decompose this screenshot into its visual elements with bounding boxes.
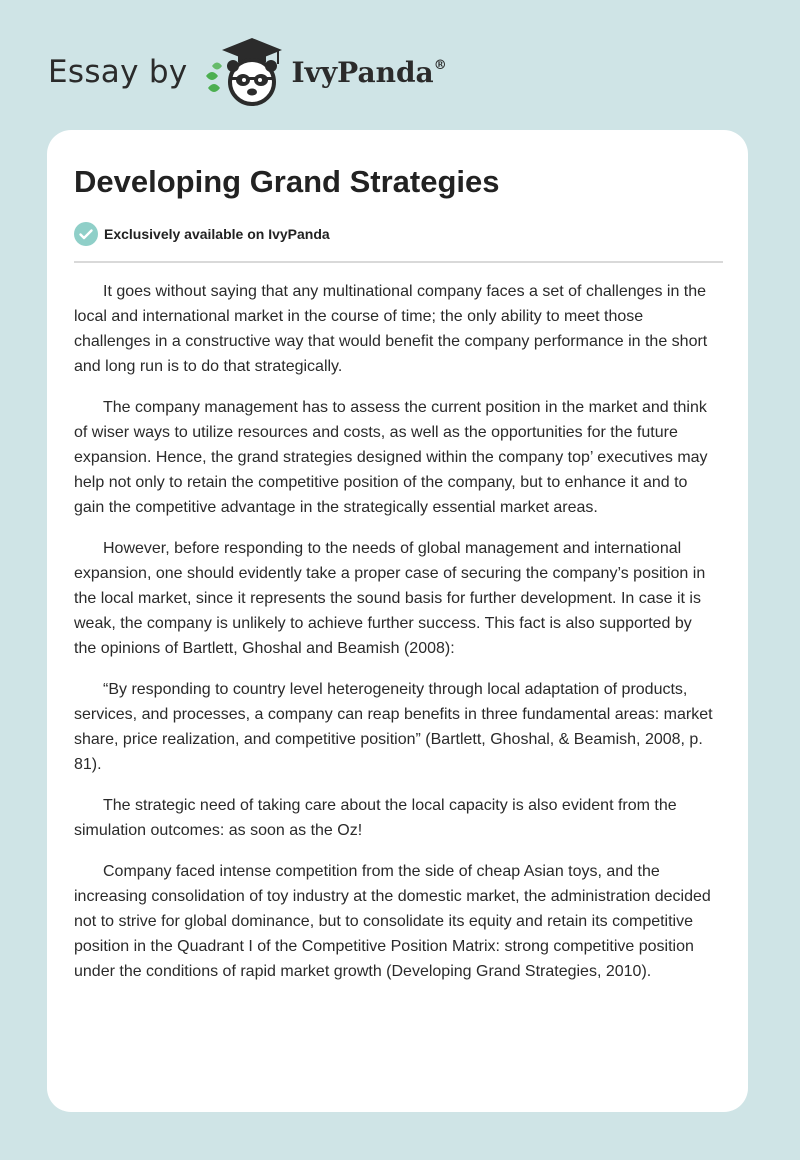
ivypanda-logo-text[interactable] [292, 56, 447, 89]
site-header [48, 34, 447, 110]
divider [74, 261, 723, 263]
block-quote-paragraph: “By responding to country level heterogeneity through local adaptation of products, services, and processes, a company can reap benefits in three fundamental areas: market share, price realization, and competitive position” (Bartlett, Ghoshal, & Beamish, 2008, p. 81). [74, 681, 713, 773]
check-circle-icon [74, 222, 98, 246]
panda-graduation-cap-icon[interactable] [202, 36, 288, 108]
registered-mark: ® [433, 57, 447, 73]
exclusive-badge-text: Exclusively available on IvyPanda [104, 226, 330, 242]
essay-card [47, 130, 748, 1112]
exclusive-badge [74, 222, 330, 246]
paragraph: It goes without saying that any multinational company faces a set of challenges in the local and international market in the course of time; the only ability to meet those challenges in a constructive way that would benefit the company performance in the short and long run is to do that strategically. [74, 283, 708, 375]
paragraph: However, before responding to the needs of global management and international expansion, one should evidently take a proper case of securing the company’s position in the local market, since it represents the sound basis for further development. In case it is weak, the company is unlikely to achieve further success. This fact is also supported by the opinions of Bartlett, Ghoshal and Beamish (2008): [74, 540, 706, 657]
essay-by-label: Essay by [48, 54, 188, 90]
paragraph: Company faced intense competition from the side of cheap Asian toys, and the increasing consolidation of toy industry at the domestic market, the administration decided not to strive for global dominance, but to consolidate its equity and retain its competitive position in the Quadrant I of the Competitive Position Matrix: strong competitive position under the conditions of rapid market growth (Developing Grand Strategies, 2010). [74, 863, 711, 980]
paragraph: The company management has to assess the current position in the market and think of wiser ways to utilize resources and costs, as well as the opportunities for the future expansion. Hence, the grand strategies designed within the company top’ executives may help not only to retain the competitive position of the company, but to enhance it and to gain the competitive advantage in the strategically essential market areas. [74, 399, 708, 516]
paragraph: The strategic need of taking care about the local capacity is also evident from the simulation outcomes: as soon as the Oz! [74, 797, 677, 839]
brand-name: IvyPanda [291, 55, 434, 89]
page-title: Developing Grand Strategies [74, 164, 500, 199]
essay-body [74, 279, 714, 1000]
